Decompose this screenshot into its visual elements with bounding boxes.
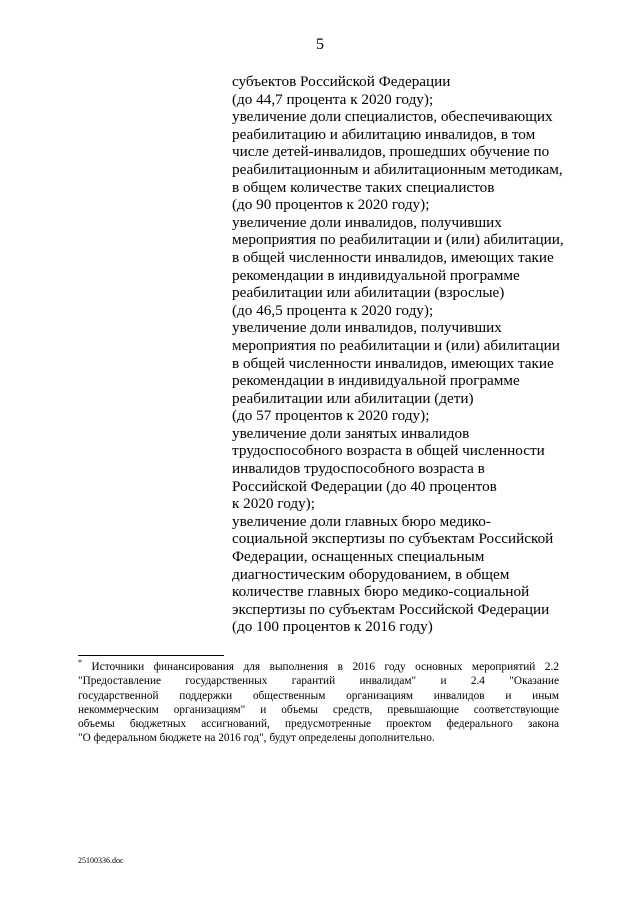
text-line: числе детей-инвалидов, прошедших обучение по <box>232 143 550 161</box>
text-line: (до 90 процентов к 2020 году); <box>232 196 430 214</box>
text-line: реабилитации или абилитации (взрослые) <box>232 284 505 302</box>
text-line: Федерации, оснащенных специальным <box>232 548 485 566</box>
text-line: в общем количестве таких специалистов <box>232 178 495 196</box>
text-line: (до 46,5 процента к 2020 году); <box>232 301 434 319</box>
text-line: (до 100 процентов к 2016 году) <box>232 618 433 636</box>
file-reference: 25100336.doc <box>78 856 124 865</box>
text-line: реабилитацию и абилитацию инвалидов, в том <box>232 125 536 143</box>
footnote <box>78 660 559 746</box>
text-line: к 2020 году); <box>232 495 315 513</box>
footnote-line: "О федеральном бюджете на 2016 год", будут определены дополнительно. <box>78 732 435 745</box>
footnote-line <box>78 660 559 674</box>
text-line: диагностическим оборудованием, в общем <box>232 565 510 583</box>
footnote-text: Источники финансирования для выполнения в 2016 году основных мероприятий 2.2 <box>91 661 559 673</box>
text-line: (до 57 процентов к 2020 году); <box>232 407 430 425</box>
footnote-separator <box>78 655 224 656</box>
text-line: трудоспособного возраста в общей численности <box>232 442 545 460</box>
text-line: реабилитации или абилитации (дети) <box>232 389 474 407</box>
text-line: увеличение доли занятых инвалидов <box>232 424 470 442</box>
text-line: количестве главных бюро медико-социальной <box>232 583 530 601</box>
text-line: увеличение доли специалистов, обеспечивающих <box>232 108 553 126</box>
text-line: мероприятия по реабилитации и (или) абилитации <box>232 336 560 354</box>
text-line: рекомендации в индивидуальной программе <box>232 372 520 390</box>
text-line: Российской Федерации (до 40 процентов <box>232 477 497 495</box>
text-line: рекомендации в индивидуальной программе <box>232 266 520 284</box>
text-line: в общей численности инвалидов, имеющих такие <box>232 354 554 372</box>
text-line: субъектов Российской Федерации <box>232 73 451 90</box>
text-line: социальной экспертизы по субъектам Российской <box>232 530 554 548</box>
text-line: в общей численности инвалидов, имеющих такие <box>232 248 554 266</box>
text-line: экспертизы по субъектам Российской Федерации <box>232 600 550 618</box>
main-text-block <box>232 73 562 636</box>
page-number: 5 <box>316 36 324 53</box>
footnote-line: "Предоставление государственных гарантий инвалидам" и 2.4 "Оказание <box>78 675 559 688</box>
footnote-line: государственной поддержки общественным организациям инвалидов и иным <box>78 689 559 702</box>
text-line: инвалидов трудоспособного возраста в <box>232 460 485 478</box>
text-line: увеличение доли инвалидов, получивших <box>232 319 502 337</box>
footnote-marker: * <box>78 658 82 668</box>
text-line: (до 44,7 процента к 2020 году); <box>232 90 434 108</box>
text-line: увеличение доли инвалидов, получивших <box>232 213 502 231</box>
text-line: мероприятия по реабилитации и (или) абилитации, <box>232 231 564 249</box>
text-line: реабилитационным и абилитационным методикам, <box>232 160 563 178</box>
footnote-line: объемы бюджетных ассигнований, предусмотренные проектом федерального закона <box>78 718 559 731</box>
footnote-line: некоммерческим организациям" и объемы средств, превышающие соответствующие <box>78 703 559 716</box>
text-line: увеличение доли главных бюро медико- <box>232 512 491 530</box>
